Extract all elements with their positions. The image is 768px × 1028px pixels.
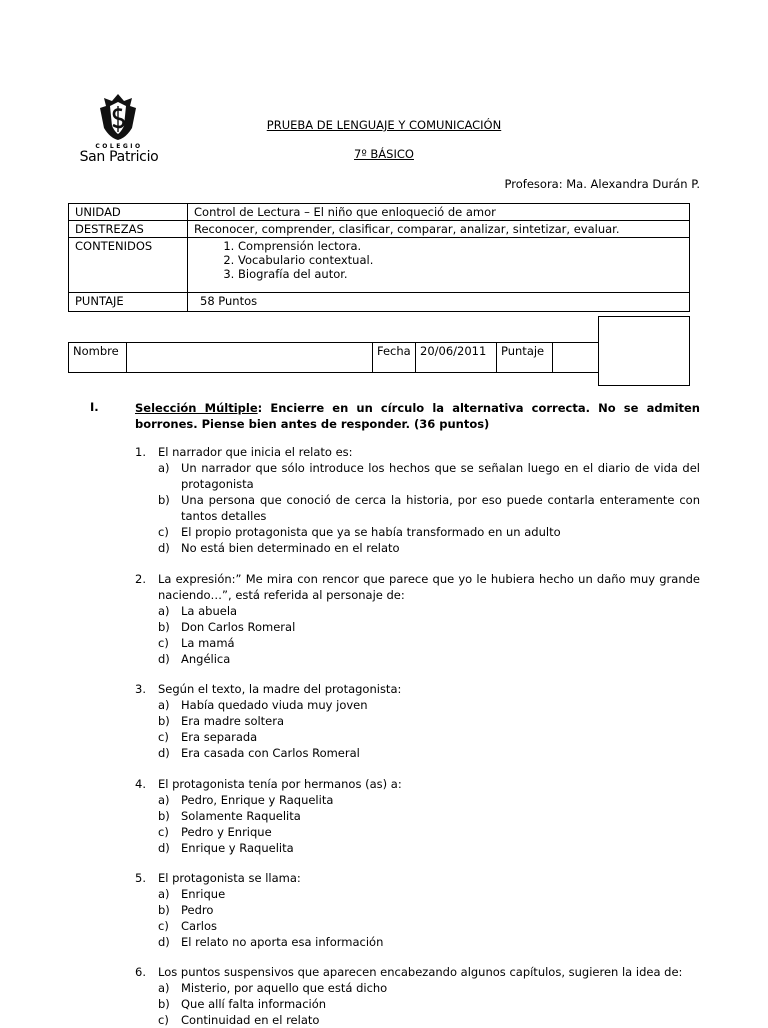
exam-info-table <box>68 203 690 312</box>
destrezas-value: Reconocer, comprender, clasificar, comparar, analizar, sintetizar, evaluar. <box>188 221 690 238</box>
option-c[interactable]: c) El propio protagonista que ya se había transformado en un adulto <box>158 525 561 539</box>
unidad-row <box>69 204 690 221</box>
option-b[interactable]: b) Que allí falta información <box>158 997 327 1011</box>
option-d[interactable]: d) No está bien determinado en el relato <box>158 541 400 555</box>
contenidos-item: 3. Biografía del autor. <box>238 267 683 281</box>
unidad-value: Control de Lectura – El niño que enloqueció de amor <box>188 204 690 221</box>
puntaje-value: 58 Puntos <box>188 293 690 312</box>
option-b[interactable]: b) Pedro <box>158 903 214 917</box>
question-number: 6. <box>135 965 146 979</box>
student-info-row <box>68 342 599 373</box>
question-6 <box>135 964 700 1028</box>
puntaje-label-cell: Puntaje <box>497 343 553 373</box>
teacher-line: Profesora: Ma. Alexandra Durán P. <box>504 177 700 191</box>
question-3 <box>135 681 700 761</box>
option-b[interactable]: b) Era madre soltera <box>158 714 285 728</box>
question-stem: El protagonista tenía por hermanos (as) a: <box>158 777 402 791</box>
question-number: 2. <box>135 572 146 586</box>
option-c[interactable]: c) La mamá <box>158 636 235 650</box>
shield-logo-icon <box>96 92 140 142</box>
question-1 <box>135 444 700 556</box>
puntaje-row <box>69 293 690 312</box>
section-instructions-text: : Encierre en un círculo la alternativa correcta. No se admiten borrones. Piense bien antes de responder. (36 puntos) <box>135 401 700 431</box>
option-c[interactable]: c) Pedro y Enrique <box>158 825 272 839</box>
option-d[interactable]: d) Era casada con Carlos Romeral <box>158 746 360 760</box>
option-a[interactable]: a) Pedro, Enrique y Raquelita <box>158 793 334 807</box>
option-a[interactable]: a) La abuela <box>158 604 238 618</box>
question-stem: La expresión:” Me mira con rencor que parece que yo le hubiera hecho un daño muy grande naciendo…”, está referida al personaje de: <box>158 572 700 602</box>
exam-title: PRUEBA DE LENGUAJE Y COMUNICACIÓN <box>266 118 502 132</box>
contenidos-value <box>188 238 690 293</box>
option-a[interactable]: a) Misterio, por aquello que está dicho <box>158 981 388 995</box>
question-stem: El narrador que inicia el relato es: <box>158 445 353 459</box>
question-number: 1. <box>135 445 146 459</box>
question-stem: Según el texto, la madre del protagonista: <box>158 682 402 696</box>
unidad-label: UNIDAD <box>69 204 188 221</box>
question-stem: Los puntos suspensivos que aparecen encabezando algunos capítulos, sugieren la idea de: <box>158 965 683 979</box>
question-2 <box>135 571 700 667</box>
destrezas-row <box>69 221 690 238</box>
option-d[interactable]: d) Angélica <box>158 652 231 666</box>
option-c[interactable]: c) Continuidad en el relato <box>158 1013 320 1027</box>
destrezas-label: DESTREZAS <box>69 221 188 238</box>
question-4 <box>135 776 700 856</box>
contenidos-row <box>69 238 690 293</box>
contenidos-label: CONTENIDOS <box>69 238 188 293</box>
option-c[interactable]: c) Carlos <box>158 919 218 933</box>
option-a[interactable]: a) Un narrador que sólo introduce los hechos que se señalan luego en el diario de vida del protagonista <box>158 461 700 491</box>
section-number: I. <box>90 400 99 414</box>
question-number: 4. <box>135 777 146 791</box>
option-c[interactable]: c) Era separada <box>158 730 258 744</box>
fecha-label: Fecha <box>373 343 416 373</box>
fecha-value: 20/06/2011 <box>416 343 497 373</box>
question-number: 3. <box>135 682 146 696</box>
contenidos-item: 1. Comprensión lectora. <box>238 239 683 253</box>
puntaje-label: PUNTAJE <box>69 293 188 312</box>
grade-title: 7º BÁSICO <box>354 147 414 161</box>
option-b[interactable]: b) Don Carlos Romeral <box>158 620 296 634</box>
option-d[interactable]: d) El relato no aporta esa información <box>158 935 384 949</box>
option-d[interactable]: d) Enrique y Raquelita <box>158 841 294 855</box>
section-instructions <box>135 400 700 432</box>
question-5 <box>135 870 700 950</box>
option-a[interactable]: a) Enrique <box>158 887 226 901</box>
nombre-field[interactable] <box>127 343 373 373</box>
logo-school-name: San Patricio <box>79 149 159 165</box>
logo-colegio-text: COLEGIO <box>95 143 143 150</box>
question-stem: El protagonista se llama: <box>158 871 301 885</box>
option-b[interactable]: b) Solamente Raquelita <box>158 809 301 823</box>
option-b[interactable]: b) Una persona que conoció de cerca la historia, por eso puede contarla enteramente con tantos detalles <box>158 493 700 523</box>
nombre-label: Nombre <box>69 343 127 373</box>
option-a[interactable]: a) Había quedado viuda muy joven <box>158 698 368 712</box>
puntaje-field[interactable] <box>553 343 599 373</box>
score-box[interactable] <box>598 316 690 386</box>
section-title: Selección Múltiple <box>135 401 258 415</box>
question-number: 5. <box>135 871 146 885</box>
contenidos-item: 2. Vocabulario contextual. <box>238 253 683 267</box>
